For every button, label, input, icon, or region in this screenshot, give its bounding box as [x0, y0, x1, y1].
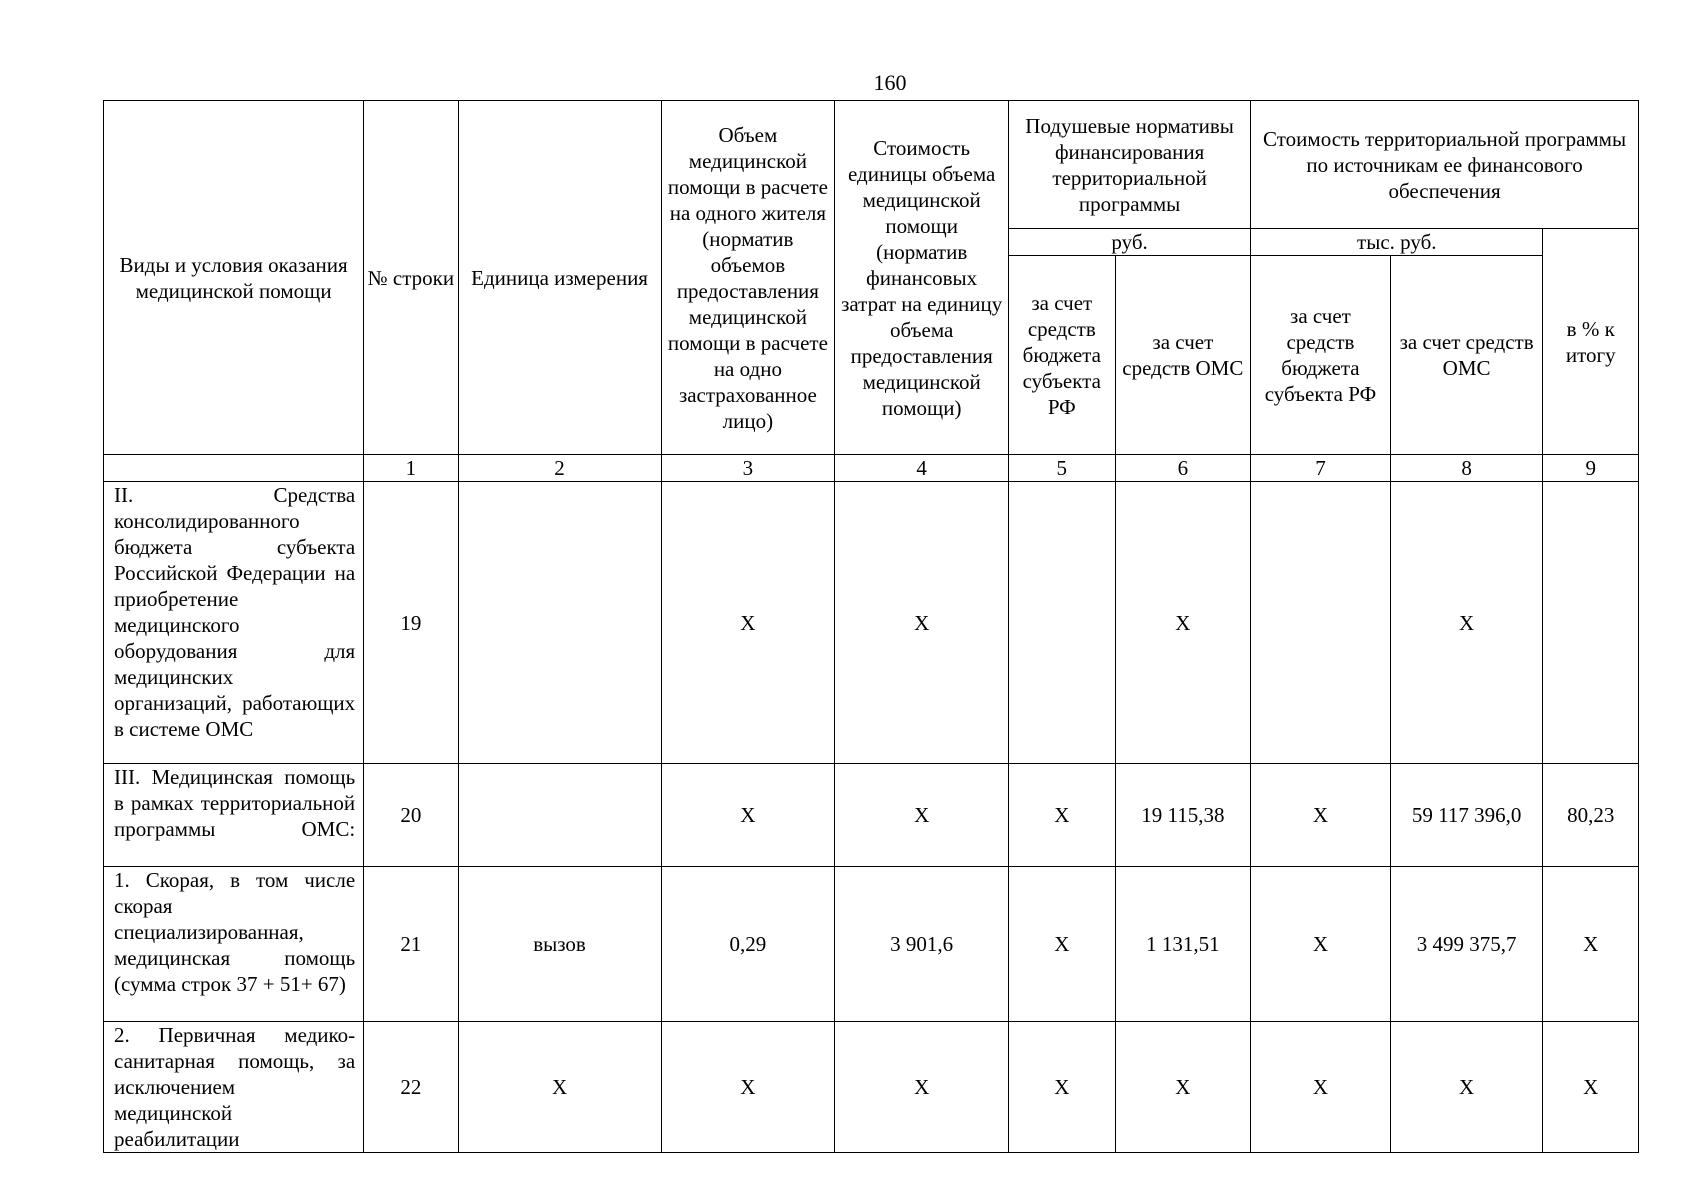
column-number: 3: [661, 455, 835, 482]
row-col8: X: [1390, 482, 1543, 764]
row-col7: X: [1251, 1022, 1391, 1153]
row-col7: X: [1251, 867, 1391, 1022]
row-unit: [458, 482, 661, 764]
column-number: 2: [458, 455, 661, 482]
header-budget-rf-rub: за счет средств бюджета субъекта РФ: [1009, 256, 1115, 455]
row-col5: X: [1009, 867, 1115, 1022]
row-volume: X: [661, 482, 835, 764]
row-col8: X: [1390, 1022, 1543, 1153]
row-kind: II. Средства консолидированного бюджета субъекта Российской Федерации на приобретение медицинского оборудования для медицинских организаций, работающих в системе ОМС: [104, 482, 364, 764]
row-volume: 0,29: [661, 867, 835, 1022]
row-number: 22: [364, 1022, 458, 1153]
row-col7: [1251, 482, 1391, 764]
header-per-capita: Подушевые нормативы финансирования территориальной программы: [1009, 101, 1251, 229]
column-number: 9: [1543, 455, 1639, 482]
column-number: 1: [364, 455, 458, 482]
row-kind: 2. Первичная медико-санитарная помощь, за исключением медицинской реабилитации: [104, 1022, 364, 1153]
row-col9: X: [1543, 1022, 1639, 1153]
row-col9: X: [1543, 867, 1639, 1022]
header-kind: Виды и условия оказания медицинской помощи: [104, 101, 364, 455]
row-number: 20: [364, 764, 458, 867]
column-numbers-row: [104, 455, 1639, 482]
row-col6: X: [1115, 482, 1251, 764]
row-volume: X: [661, 764, 835, 867]
header-rub: руб.: [1009, 229, 1251, 256]
row-kind: 1. Скорая, в том числе скорая специализированная, медицинская помощь (сумма строк 37 + 51+ 67): [104, 867, 364, 1022]
financing-table: [103, 100, 1639, 1153]
column-number: 4: [835, 455, 1009, 482]
row-cost: 3 901,6: [835, 867, 1009, 1022]
row-kind: III. Медицинская помощь в рамках территориальной программы ОМС:: [104, 764, 364, 867]
header-oms-rub: за счет средств ОМС: [1115, 256, 1251, 455]
header-unit-cost: Стоимость единицы объема медицинской помощи (норматив финансовых затрат на единицу объема предоставления медицинской помощи): [835, 101, 1009, 455]
row-col7: X: [1251, 764, 1391, 867]
table-row: [104, 764, 1639, 867]
row-number: 19: [364, 482, 458, 764]
header-budget-rf-thous: за счет средств бюджета субъекта РФ: [1251, 256, 1391, 455]
row-number: 21: [364, 867, 458, 1022]
header-thous-rub: тыс. руб.: [1251, 229, 1543, 256]
row-col6: 19 115,38: [1115, 764, 1251, 867]
row-col9: [1543, 482, 1639, 764]
row-col6: X: [1115, 1022, 1251, 1153]
table-row: [104, 1022, 1639, 1153]
header-unit: Единица измерения: [458, 101, 661, 455]
row-unit: X: [458, 1022, 661, 1153]
column-number: [104, 455, 364, 482]
row-cost: X: [835, 1022, 1009, 1153]
column-number: 8: [1390, 455, 1543, 482]
row-col5: X: [1009, 764, 1115, 867]
header-row-number: № строки: [364, 101, 458, 455]
row-cost: X: [835, 482, 1009, 764]
row-col9: 80,23: [1543, 764, 1639, 867]
column-number: 5: [1009, 455, 1115, 482]
row-cost: X: [835, 764, 1009, 867]
table-row: [104, 867, 1639, 1022]
header-volume: Объем медицинской помощи в расчете на одного жителя (норматив объемов предоставления медицинской помощи в расчете на одно застрахованное лицо): [661, 101, 835, 455]
header-program-cost: Стоимость территориальной программы по источникам ее финансового обеспечения: [1251, 101, 1639, 229]
row-col5: X: [1009, 1022, 1115, 1153]
header-percent: в % к итогу: [1543, 229, 1639, 455]
column-number: 7: [1251, 455, 1391, 482]
row-col8: 3 499 375,7: [1390, 867, 1543, 1022]
row-col5: [1009, 482, 1115, 764]
page-number: 160: [873, 70, 907, 95]
row-col6: 1 131,51: [1115, 867, 1251, 1022]
row-unit: [458, 764, 661, 867]
row-col8: 59 117 396,0: [1390, 764, 1543, 867]
row-volume: X: [661, 1022, 835, 1153]
header-oms-thous: за счет средств ОМС: [1390, 256, 1543, 455]
column-number: 6: [1115, 455, 1251, 482]
table-row: [104, 482, 1639, 764]
row-unit: вызов: [458, 867, 661, 1022]
